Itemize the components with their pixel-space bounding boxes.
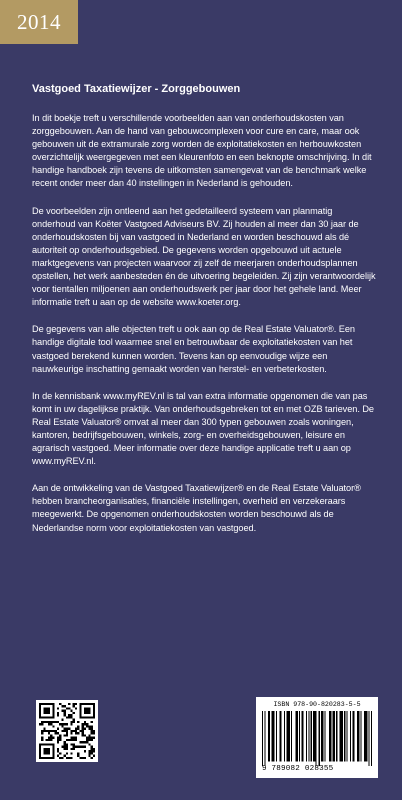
paragraph-5: Aan de ontwikkeling van de Vastgoed Taxatiewijzer® en de Real Estate Valuator® hebben brancheorganisaties, financiële instellingen, overheid en verzekeraars meegewerkt. De opgenomen onderhoudskosten worden beschouwd als de Nederlandse norm voor exploitatiekosten van vastgoed. [32, 483, 361, 533]
book-title: Vastgoed Taxatiewijzer - Zorggebouwen [32, 83, 241, 95]
qr-code-icon [36, 700, 98, 762]
barcode-bars [262, 711, 372, 766]
paragraph-1: In dit boekje treft u verschillende voorbeelden aan van onderhoudskosten van zorggebouwen. Aan de hand van gebouwcomplexen voor cure en care, maar ook gebouwen uit de extramurale zorg worden de exploitatiekosten en herbouwkosten overzichtelijk weergegeven met een kleurenfoto en een beknopte omschrijving. In dit handige handboek zijn tevens de uitkomsten samengevat van de benchmark welke recent onder meer dan 40 instellingen in Nederland is gehouden. [32, 113, 372, 189]
paragraph-3: De gegevens van alle objecten treft u ook aan op de Real Estate Valuator®. Een handige digitale tool waarmee snel en betrouwbaar de exploitatiekosten van het vastgoed berekend kunnen worden. Tevens kan op eenvoudige wijze een nauwkeurige inschatting gemaakt worden van herstel- en verbeterkosten. [32, 324, 355, 374]
year-label: 2014 [17, 9, 61, 34]
ean-digits: 9 789082 028355 [262, 765, 334, 773]
year-tab [0, 0, 78, 44]
barcode-icon [256, 697, 378, 778]
isbn-number: ISBN 978-90-820283-5-5 [273, 701, 361, 708]
back-cover-text [32, 82, 376, 549]
paragraph-2: De voorbeelden zijn ontleend aan het gedetailleerd systeem van planmatig onderhoud van Koëter Vastgoed Adviseurs BV. Zij houden al meer dan 30 jaar de onderhoudskosten bij van vastgoed in Nederland en worden beschouwd als dé autoriteit op onderhoudsgebied. De gegevens worden opgebouwd uit actuele marktgegevens van projecten waarvoor zij zelf de meerjaren onderhoudsplannen opstellen, het werk aanbesteden én de uitvoering begeleiden. Zij zijn verantwoordelijk voor tientallen miljoenen aan onderhoudswerk per jaar door het gehele land. Meer informatie treft u aan op de website www.koeter.org. [32, 205, 376, 308]
paragraph-4: In de kennisbank www.myREV.nl is tal van extra informatie opgenomen die van pas komt in uw dagelijkse praktijk. Van onderhoudsgebreken tot en met OZB tarieven. De Real Estate Valuator® omvat al meer dan 300 typen gebouwen zoals woningen, kantoren, bedrijfsgebouwen, winkels, zorg- en overheidsgebouwen, leisure en agrarisch vastgoed. Meer informatie over deze handige applicatie treft u aan op www.myREV.nl. [32, 390, 374, 467]
